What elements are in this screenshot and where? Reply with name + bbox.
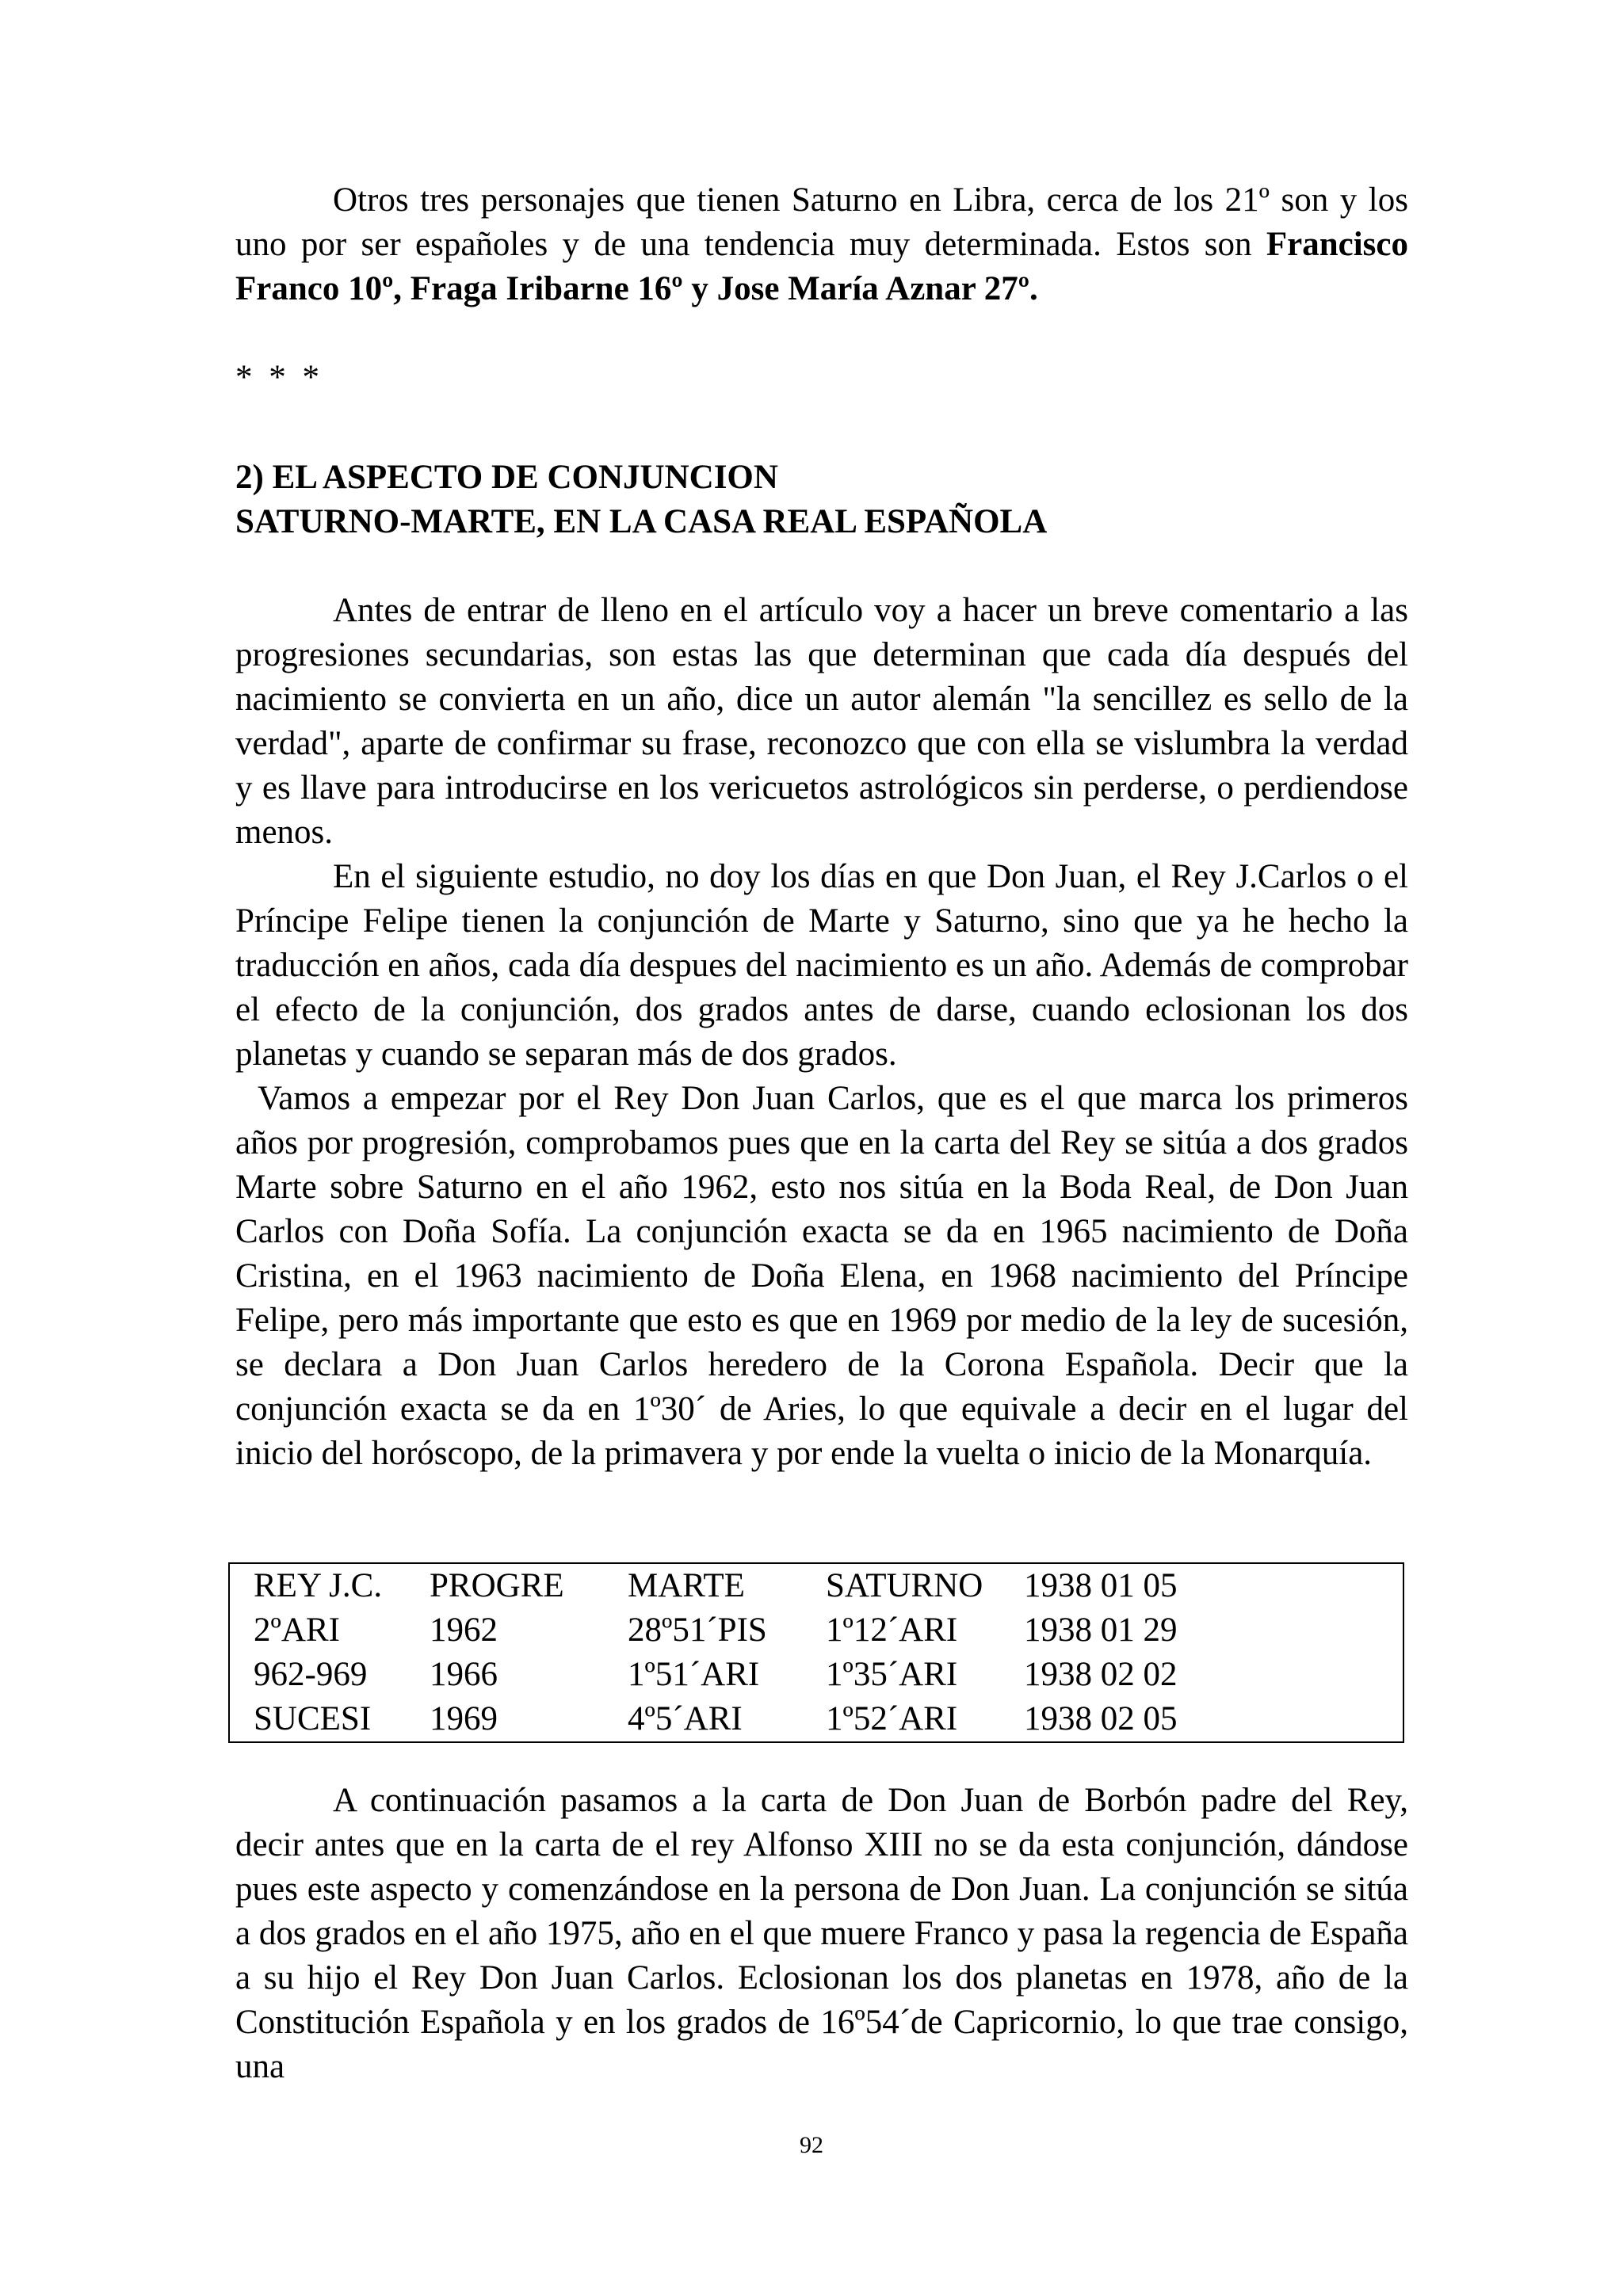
- paragraph-don-juan: A continuación pasamos a la carta de Don Juan de Borbón padre del Rey, decir antes que en la carta de el rey Alfonso XIII no se da esta conjunción, dándose pues este aspecto y comenzándose en la persona de Don Juan. La conjunción se sitúa a dos grados en el año 1975, año en el que muere Franco y pasa la regencia de España a su hijo el Rey Don Juan Carlos. Eclosionan los dos planetas en 1978, año de la Constitución Española y en los grados de 16º54´de Capricornio, lo que trae consigo, una: [235, 1782, 1408, 2085]
- page-body-continued: [235, 1779, 1408, 2089]
- table-cell: 1969: [430, 1700, 498, 1737]
- table-cell: SATURNO: [826, 1567, 983, 1604]
- table-cell: 1938 02 05: [1024, 1700, 1178, 1737]
- table-cell: PROGRE: [430, 1567, 564, 1604]
- section-heading-line2: SATURNO-MARTE, EN LA CASA REAL ESPAÑOLA: [235, 503, 1048, 540]
- table-cell: MARTE: [628, 1567, 745, 1604]
- intro-bold-names: Francisco Franco 10º, Fraga Iribarne 16º y Jose María Aznar 27º.: [235, 226, 1408, 307]
- paragraph-estudio: En el siguiente estudio, no doy los días en que Don Juan, el Rey J.Carlos o el Príncipe Felipe tienen la conjunción de Marte y Saturno, sino que ya he hecho la traducción en años, cada día despues del nacimiento es un año. Además de comprobar el efecto de la conjunción, dos grados antes de darse, cuando eclosionan los dos planetas y cuando se separan más de dos grados.: [235, 858, 1408, 1073]
- table-cell: 1º52´ARI: [826, 1700, 958, 1737]
- section-heading: [235, 456, 1408, 544]
- table-cell: 2ºARI: [254, 1611, 340, 1649]
- table-cell: 4º5´ARI: [628, 1700, 743, 1737]
- table-row: [229, 1608, 1403, 1653]
- table-cell: 1962: [430, 1611, 498, 1649]
- table-cell: 1938 01 05: [1024, 1567, 1178, 1604]
- table-cell: 1º12´ARI: [826, 1611, 958, 1649]
- paragraph-progresiones: Antes de entrar de lleno en el artículo voy a hacer un breve comentario a las progresiones secundarias, son estas las que determinan que cada día después del nacimiento se convierta en un año, dice un autor alemán "la sencillez es sello de la verdad", aparte de confirmar su frase, reconozco que con ella se vislumbra la verdad y es llave para introducirse en los vericuetos astrológicos sin perderse, o perdiendose menos.: [235, 592, 1408, 851]
- progression-table: [228, 1562, 1404, 1743]
- table-cell: 28º51´PIS: [628, 1611, 767, 1649]
- table-cell: 1º51´ARI: [628, 1656, 760, 1693]
- table-row: [229, 1653, 1403, 1697]
- table-cell: REY J.C.: [254, 1567, 383, 1604]
- page-body: [235, 178, 1408, 1476]
- section-separator: * * *: [235, 359, 319, 396]
- intro-text: Otros tres personajes que tienen Saturno en Libra, cerca de los 21º son y los uno por ser españoles y de una tendencia muy determinada. Estos son: [235, 181, 1408, 263]
- page-number: 92: [800, 2132, 823, 2158]
- table-cell: SUCESI: [254, 1700, 372, 1737]
- table-cell: 1938 01 29: [1024, 1611, 1178, 1649]
- table-cell: 1966: [430, 1656, 498, 1693]
- table-row: [229, 1697, 1403, 1742]
- table-cell: 962-969: [254, 1656, 368, 1693]
- section-heading-line1: 2) EL ASPECTO DE CONJUNCION: [235, 459, 778, 496]
- spacer: [235, 544, 1408, 589]
- table-cell: 1938 02 02: [1024, 1656, 1178, 1693]
- table-row: [229, 1563, 1403, 1608]
- intro-paragraph: [235, 178, 1408, 311]
- paragraph-rey-juan-carlos: Vamos a empezar por el Rey Don Juan Carlos, que es el que marca los primeros años por progresión, comprobamos pues que en la carta del Rey se sitúa a dos grados Marte sobre Saturno en el año 1962, esto nos sitúa en la Boda Real, de Don Juan Carlos con Doña Sofía. La conjunción exacta se da en 1965 nacimiento de Doña Cristina, en el 1963 nacimiento de Doña Elena, en 1968 nacimiento del Príncipe Felipe, pero más importante que esto es que en 1969 por medio de la ley de sucesión, se declara a Don Juan Carlos heredero de la Corona Española. Decir que la conjunción exacta se da en 1º30´ de Aries, lo que equivale a decir en el lugar del inicio del horóscopo, de la primavera y por ende la vuelta o inicio de la Monarquía.: [235, 1080, 1408, 1472]
- table-cell: 1º35´ARI: [826, 1656, 958, 1693]
